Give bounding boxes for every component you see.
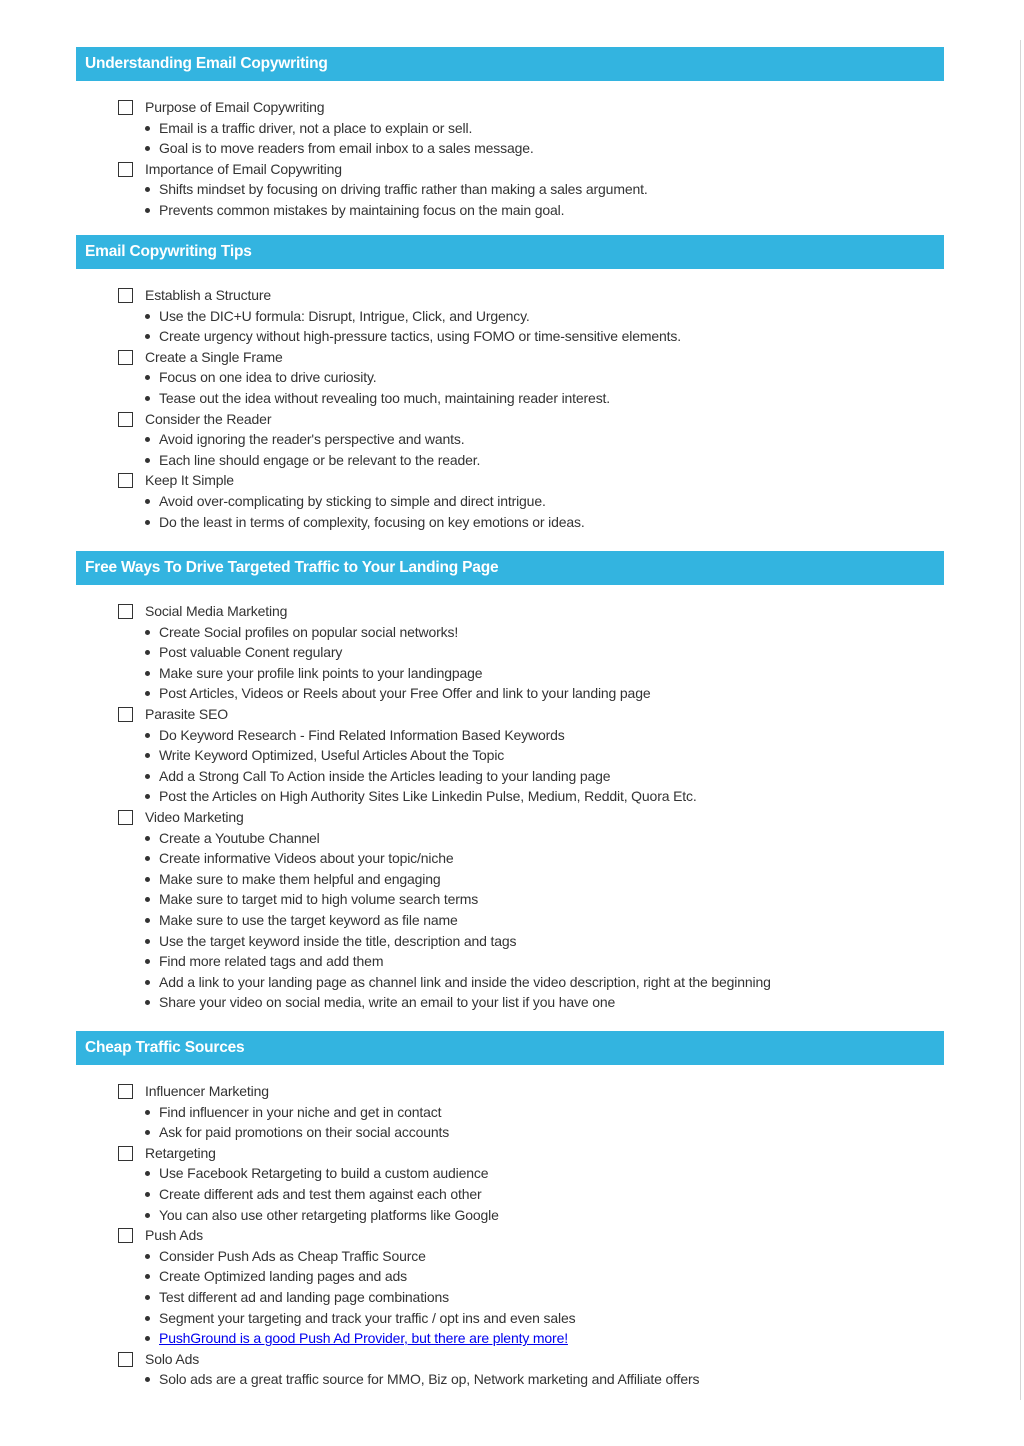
checklist-item-label: Video Marketing bbox=[145, 808, 244, 825]
section-header: Email Copywriting Tips bbox=[76, 235, 944, 269]
list-item bbox=[76, 1163, 944, 1184]
list-item-text: Avoid ignoring the reader's perspective and wants. bbox=[159, 431, 465, 448]
section-body bbox=[76, 81, 944, 221]
list-item bbox=[76, 326, 944, 347]
list-item-text: Find influencer in your niche and get in contact bbox=[159, 1103, 442, 1120]
checklist-item bbox=[76, 1349, 944, 1370]
list-item-text: Write Keyword Optimized, Useful Articles About the Topic bbox=[159, 747, 505, 764]
bullet-icon bbox=[145, 437, 150, 442]
list-item bbox=[76, 1328, 944, 1349]
list-item-text: Solo ads are a great traffic source for MMO, Biz op, Network marketing and Affiliate offers bbox=[159, 1371, 700, 1388]
list-item-text: Add a Strong Call To Action inside the Articles leading to your landing page bbox=[159, 767, 611, 784]
list-item-text: Ask for paid promotions on their social accounts bbox=[159, 1124, 450, 1141]
bullet-icon bbox=[145, 458, 150, 463]
checkbox[interactable] bbox=[118, 288, 133, 303]
list-item bbox=[76, 1308, 944, 1329]
bullet-icon bbox=[145, 774, 150, 779]
checklist-item bbox=[76, 601, 944, 622]
list-item bbox=[76, 118, 944, 139]
list-item bbox=[76, 992, 944, 1013]
checkbox[interactable] bbox=[118, 1228, 133, 1243]
checklist-item-label: Keep It Simple bbox=[145, 472, 234, 489]
checklist-item bbox=[76, 97, 944, 118]
list-item-text: Prevents common mistakes by maintaining focus on the main goal. bbox=[159, 201, 565, 218]
bullet-icon bbox=[145, 1171, 150, 1176]
bullet-icon bbox=[145, 1192, 150, 1197]
bullet-icon bbox=[145, 980, 150, 985]
list-item-text: Focus on one idea to drive curiosity. bbox=[159, 369, 377, 386]
bullet-icon bbox=[145, 126, 150, 131]
list-item bbox=[76, 1184, 944, 1205]
bullet-icon bbox=[145, 499, 150, 504]
bullet-icon bbox=[145, 1254, 150, 1259]
list-item-text: Each line should engage or be relevant to the reader. bbox=[159, 451, 481, 468]
checklist-item-label: Retargeting bbox=[145, 1144, 216, 1161]
list-item bbox=[76, 828, 944, 849]
checkbox[interactable] bbox=[118, 162, 133, 177]
bullet-icon bbox=[145, 314, 150, 319]
list-item bbox=[76, 367, 944, 388]
list-item-text: Create urgency without high-pressure tactics, using FOMO or time-sensitive elements. bbox=[159, 328, 681, 345]
bullet-icon bbox=[145, 334, 150, 339]
bullet-icon bbox=[145, 939, 150, 944]
list-item bbox=[76, 306, 944, 327]
list-item bbox=[76, 491, 944, 512]
list-item-text: Share your video on social media, write an email to your list if you have one bbox=[159, 994, 616, 1011]
list-item-text: Post the Articles on High Authority Sites Like Linkedin Pulse, Medium, Reddit, Quora Etc. bbox=[159, 788, 697, 805]
list-item bbox=[76, 869, 944, 890]
bullet-icon bbox=[145, 753, 150, 758]
list-item bbox=[76, 450, 944, 471]
list-item bbox=[76, 910, 944, 931]
checklist-item-label: Social Media Marketing bbox=[145, 603, 288, 619]
list-item-text: Segment your targeting and track your traffic / opt ins and even sales bbox=[159, 1309, 576, 1326]
bullet-icon bbox=[145, 1110, 150, 1115]
section-body bbox=[76, 585, 944, 1013]
bullet-icon bbox=[145, 375, 150, 380]
list-item bbox=[76, 745, 944, 766]
bullet-icon bbox=[145, 959, 150, 964]
list-item-text: Shifts mindset by focusing on driving traffic rather than making a sales argument. bbox=[159, 181, 648, 198]
bullet-icon bbox=[145, 1130, 150, 1135]
list-item-text: Create a Youtube Channel bbox=[159, 829, 320, 846]
list-item bbox=[76, 951, 944, 972]
list-item bbox=[76, 1246, 944, 1267]
checklist-item-label: Purpose of Email Copywriting bbox=[145, 99, 325, 115]
list-item-text: Create different ads and test them against each other bbox=[159, 1185, 482, 1202]
list-item bbox=[76, 1205, 944, 1226]
list-item-text: Create Social profiles on popular social networks! bbox=[159, 623, 459, 640]
bullet-icon bbox=[145, 1336, 150, 1341]
list-item bbox=[76, 1266, 944, 1287]
page-edge-divider bbox=[1020, 40, 1021, 1400]
list-item-text: Make sure to use the target keyword as file name bbox=[159, 911, 458, 928]
list-item bbox=[76, 512, 944, 533]
checkbox[interactable] bbox=[118, 1352, 133, 1367]
list-item-text: Make sure to make them helpful and engaging bbox=[159, 870, 441, 887]
list-item-text: Do Keyword Research - Find Related Information Based Keywords bbox=[159, 726, 565, 743]
checklist-item-label: Create a Single Frame bbox=[145, 348, 283, 365]
section-cheap-traffic-sources bbox=[76, 1031, 944, 1390]
bullet-icon bbox=[145, 1377, 150, 1382]
checklist-item-label: Push Ads bbox=[145, 1227, 203, 1244]
list-item-text: Goal is to move readers from email inbox to a sales message. bbox=[159, 140, 534, 157]
checkbox[interactable] bbox=[118, 604, 133, 619]
checklist-item-label: Parasite SEO bbox=[145, 705, 229, 722]
list-item bbox=[76, 683, 944, 704]
checkbox[interactable] bbox=[118, 707, 133, 722]
list-item-text: Use the DIC+U formula: Disrupt, Intrigue, Click, and Urgency. bbox=[159, 307, 530, 324]
list-item-text: Find more related tags and add them bbox=[159, 953, 384, 970]
bullet-icon bbox=[145, 396, 150, 401]
list-item bbox=[76, 1369, 944, 1390]
bullet-icon bbox=[145, 650, 150, 655]
bullet-icon bbox=[145, 1295, 150, 1300]
checklist-item bbox=[76, 704, 944, 725]
bullet-icon bbox=[145, 630, 150, 635]
bullet-icon bbox=[145, 1316, 150, 1321]
bullet-icon bbox=[145, 733, 150, 738]
checklist-item bbox=[76, 347, 944, 368]
checkbox[interactable] bbox=[118, 810, 133, 825]
section-header: Free Ways To Drive Targeted Traffic to Your Landing Page bbox=[76, 551, 944, 585]
list-item-text: Email is a traffic driver, not a place to explain or sell. bbox=[159, 119, 473, 136]
list-item-text: Do the least in terms of complexity, focusing on key emotions or ideas. bbox=[159, 513, 585, 530]
bullet-icon bbox=[145, 520, 150, 525]
bullet-icon bbox=[145, 1000, 150, 1005]
section-body bbox=[76, 1065, 944, 1390]
checkbox[interactable] bbox=[118, 100, 133, 115]
checklist-item bbox=[76, 409, 944, 430]
bullet-icon bbox=[145, 1213, 150, 1218]
bullet-icon bbox=[145, 146, 150, 151]
bullet-icon bbox=[145, 856, 150, 861]
list-item-text: Create Optimized landing pages and ads bbox=[159, 1268, 408, 1285]
bullet-icon bbox=[145, 918, 150, 923]
list-item-text: Make sure to target mid to high volume search terms bbox=[159, 891, 479, 908]
list-item-text: Post Articles, Videos or Reels about your Free Offer and link to your landing page bbox=[159, 685, 651, 702]
checklist-item-label: Importance of Email Copywriting bbox=[145, 160, 342, 177]
checkbox[interactable] bbox=[118, 1146, 133, 1161]
list-item-text: Test different ad and landing page combinations bbox=[159, 1288, 450, 1305]
section-header: Understanding Email Copywriting bbox=[76, 47, 944, 81]
section-understanding-email-copywriting bbox=[76, 47, 944, 221]
checklist-item-label: Influencer Marketing bbox=[145, 1083, 269, 1099]
list-item-text: Make sure your profile link points to your landingpage bbox=[159, 664, 483, 681]
section-email-copywriting-tips bbox=[76, 235, 944, 532]
bullet-icon bbox=[145, 691, 150, 696]
checklist-item bbox=[76, 470, 944, 491]
checklist-item bbox=[76, 1143, 944, 1164]
list-item bbox=[76, 1287, 944, 1308]
checklist-item bbox=[76, 285, 944, 306]
bullet-icon bbox=[145, 671, 150, 676]
checklist-item-label: Solo Ads bbox=[145, 1350, 200, 1367]
list-item-text: Add a link to your landing page as channel link and inside the video description, right at the beginning bbox=[159, 973, 771, 990]
list-item-text: Avoid over-complicating by sticking to simple and direct intrigue. bbox=[159, 492, 546, 509]
section-header: Cheap Traffic Sources bbox=[76, 1031, 944, 1065]
list-item bbox=[76, 200, 944, 221]
bullet-icon bbox=[145, 794, 150, 799]
list-item bbox=[76, 931, 944, 952]
list-item bbox=[76, 889, 944, 910]
list-item bbox=[76, 1122, 944, 1143]
list-item bbox=[76, 388, 944, 409]
list-item bbox=[76, 642, 944, 663]
pushground-link[interactable]: PushGround is a good Push Ad Provider, but there are plenty more! bbox=[159, 1330, 568, 1347]
checklist-item bbox=[76, 1081, 944, 1102]
list-item-text: Use Facebook Retargeting to build a custom audience bbox=[159, 1165, 489, 1182]
checkbox[interactable] bbox=[118, 412, 133, 427]
list-item bbox=[76, 786, 944, 807]
list-item bbox=[76, 766, 944, 787]
list-item bbox=[76, 1102, 944, 1123]
checkbox[interactable] bbox=[118, 1084, 133, 1099]
checkbox[interactable] bbox=[118, 473, 133, 488]
checklist-item-label: Consider the Reader bbox=[145, 410, 272, 427]
list-item bbox=[76, 972, 944, 993]
list-item bbox=[76, 848, 944, 869]
checkbox[interactable] bbox=[118, 350, 133, 365]
bullet-icon bbox=[145, 897, 150, 902]
list-item bbox=[76, 663, 944, 684]
list-item-text: Create informative Videos about your topic/niche bbox=[159, 850, 454, 867]
checklist-item bbox=[76, 807, 944, 828]
section-body bbox=[76, 269, 944, 532]
list-item bbox=[76, 429, 944, 450]
bullet-icon bbox=[145, 208, 150, 213]
list-item bbox=[76, 179, 944, 200]
bullet-icon bbox=[145, 1274, 150, 1279]
list-item bbox=[76, 725, 944, 746]
list-item bbox=[76, 622, 944, 643]
list-item-text: Post valuable Conent regulary bbox=[159, 644, 343, 661]
checklist-item-label: Establish a Structure bbox=[145, 287, 272, 303]
checklist-item bbox=[76, 159, 944, 180]
checklist-item bbox=[76, 1225, 944, 1246]
list-item-text: You can also use other retargeting platforms like Google bbox=[159, 1206, 499, 1223]
list-item-text: Use the target keyword inside the title, description and tags bbox=[159, 932, 517, 949]
bullet-icon bbox=[145, 877, 150, 882]
list-item-text: Tease out the idea without revealing too much, maintaining reader interest. bbox=[159, 389, 611, 406]
bullet-icon bbox=[145, 187, 150, 192]
list-item-text: Consider Push Ads as Cheap Traffic Source bbox=[159, 1247, 426, 1264]
bullet-icon bbox=[145, 836, 150, 841]
list-item bbox=[76, 138, 944, 159]
section-free-traffic bbox=[76, 551, 944, 1013]
